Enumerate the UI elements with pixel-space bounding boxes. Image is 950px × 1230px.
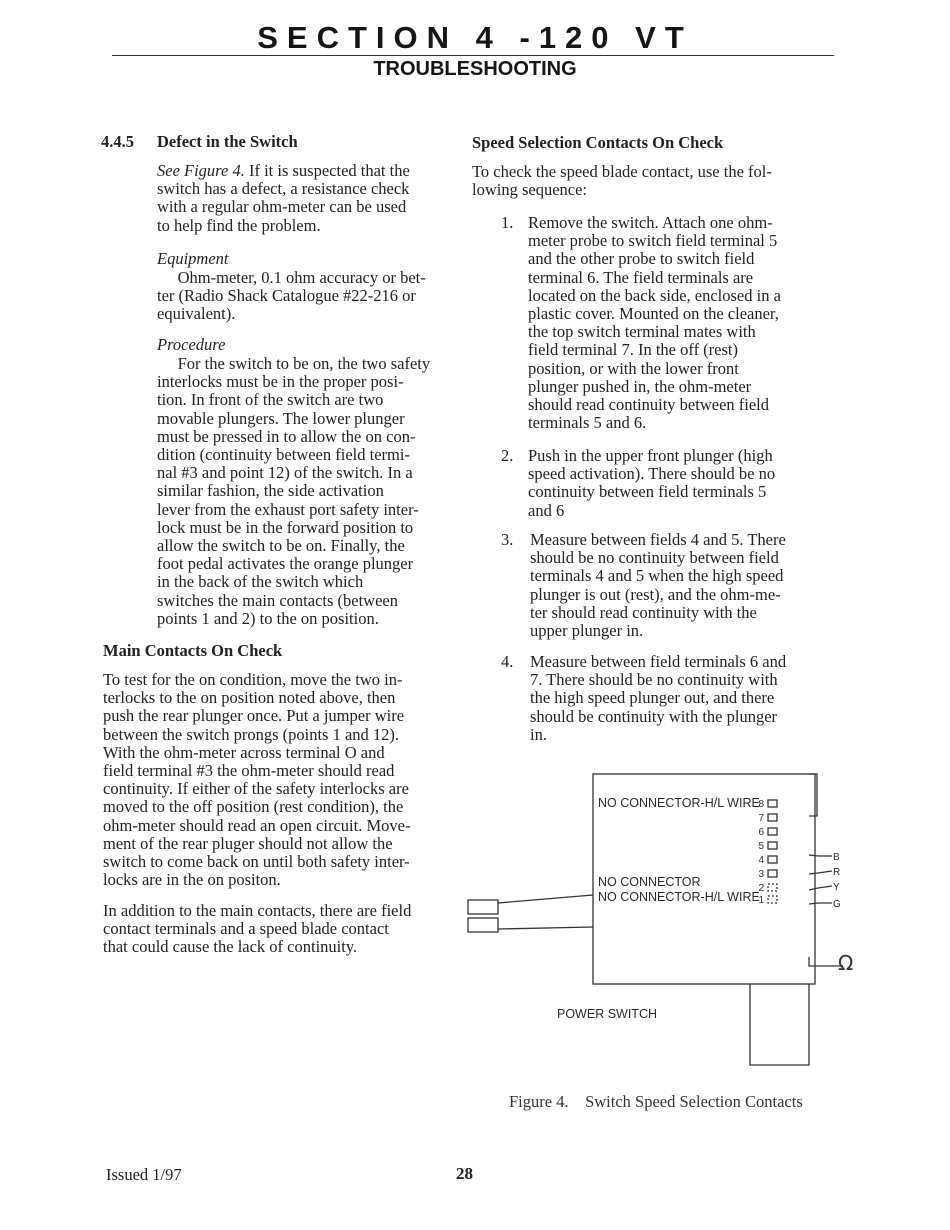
procedure-line: must be pressed in to allow the on con-	[157, 426, 416, 446]
connector-wire	[498, 927, 593, 929]
ground-symbol-icon: Ω	[838, 951, 854, 975]
step-line: position, or with the lower front	[528, 358, 739, 378]
step-text	[528, 447, 775, 520]
step-line: the high speed plunger out, and there	[530, 688, 775, 708]
step-line: speed activation). There should be no	[528, 464, 776, 484]
procedure-line: nal #3 and point 12) of the switch. In a	[157, 463, 413, 483]
terminal-number: 5	[758, 841, 764, 852]
terminal-slot	[768, 870, 777, 877]
wire-color-label-g: G	[833, 899, 841, 910]
step-line: and 6	[528, 500, 565, 520]
terminal-number: 7	[758, 813, 764, 824]
step-number: 3.	[501, 530, 514, 549]
main-line: locks are in the on positon.	[103, 870, 281, 890]
step-line: continuity between field terminals 5	[528, 482, 767, 502]
main-line: continuity. If either of the safety interlocks are	[103, 779, 409, 799]
terminal-slot	[768, 884, 777, 891]
terminal-slot	[768, 814, 777, 821]
step-line: Remove the switch. Attach one ohm-	[528, 213, 773, 232]
procedure-line: For the switch to be on, the two safety	[157, 354, 431, 373]
wire-color-label-r: R	[833, 867, 841, 878]
procedure-line: dition (continuity between field termi-	[157, 445, 410, 465]
intro-line: switch has a defect, a resistance check	[157, 179, 410, 199]
addition-line: that could cause the lack of continuity.	[103, 937, 358, 957]
terminal-number: 4	[758, 855, 764, 866]
connector-wire	[498, 895, 593, 903]
step-number: 4.	[501, 652, 514, 671]
equipment-line: Ohm-meter, 0.1 ohm accuracy or bet-	[157, 268, 426, 287]
step-line: plunger is out (rest), and the ohm-me-	[530, 584, 781, 604]
equipment-line: equivalent).	[157, 304, 236, 324]
speed-intro-paragraph	[472, 163, 772, 199]
step-line: upper plunger in.	[530, 621, 644, 641]
wire-color-label-b: B	[833, 852, 840, 863]
section-title: SECTION 4 -120 VT	[257, 20, 693, 55]
step-text	[528, 214, 781, 432]
wire-lead-b	[809, 855, 832, 856]
step-line: Push in the upper front plunger (high	[528, 446, 773, 465]
intro-line: If it is suspected that the	[244, 161, 410, 180]
main-line: push the rear plunger once. Put a jumper wire	[103, 706, 405, 726]
section-subtitle: TROUBLESHOOTING	[373, 58, 577, 80]
step-line: plastic cover. Mounted on the cleaner,	[528, 304, 779, 324]
step-line: 7. There should be no continuity with	[530, 670, 778, 690]
step-line: ter should read continuity with the	[530, 602, 757, 622]
terminal-slot	[768, 896, 777, 903]
step-line: Measure between field terminals 6 and	[530, 652, 787, 671]
step-line: terminal 6. The field terminals are	[528, 267, 754, 287]
procedure-line: movable plungers. The lower plunger	[157, 408, 405, 428]
label-no-connector-hl-wire-bottom: NO CONNECTOR-H/L WIRE	[598, 890, 760, 904]
procedure-line: similar fashion, the side activation	[157, 481, 384, 501]
intro-line: with a regular ohm-meter can be used	[157, 197, 407, 217]
terminal-number: 6	[758, 827, 764, 838]
step-line: meter probe to switch field terminal 5	[528, 231, 778, 251]
wire-lead-g	[809, 903, 832, 904]
header-rule	[112, 55, 834, 56]
main-line: ment of the rear pluger should not allow the	[103, 833, 393, 853]
step-number: 1.	[501, 213, 514, 232]
step-line: in.	[530, 724, 547, 744]
step-text	[530, 531, 786, 640]
step-line: field terminal 7. In the off (rest)	[528, 340, 738, 360]
step-number: 2.	[501, 446, 514, 465]
main-contacts-paragraph	[103, 671, 410, 889]
wire-lead-r	[809, 871, 832, 874]
figure-caption: Figure 4. Switch Speed Selection Contacts	[509, 1092, 803, 1111]
switch-lower-extension	[750, 984, 809, 1065]
step-line: and the other probe to switch field	[528, 249, 755, 269]
addition-paragraph	[103, 902, 411, 957]
procedure-line: points 1 and 2) to the on position.	[157, 608, 379, 628]
step-line: should be no continuity between field	[530, 548, 779, 568]
procedure-line: lock must be in the forward position to	[157, 517, 414, 537]
procedure-line: tion. In front of the switch are two	[157, 390, 384, 410]
main-line: To test for the on condition, move the two in-	[103, 670, 403, 689]
switch-wiring-diagram	[460, 770, 880, 1070]
terminal-number: 8	[758, 799, 764, 810]
terminal-slot	[768, 828, 777, 835]
step-text	[530, 653, 786, 744]
terminal-number: 3	[758, 869, 764, 880]
procedure-line: foot pedal activates the orange plunger	[157, 554, 414, 574]
main-contacts-heading: Main Contacts On Check	[103, 641, 283, 660]
equipment-line: ter (Radio Shack Catalogue #22-216 or	[157, 286, 416, 306]
wire-lead-y	[809, 886, 832, 890]
terminal-slot	[768, 800, 777, 807]
procedure-line: lever from the exhaust port safety inter-	[157, 499, 419, 519]
wire-color-label-y: Y	[833, 882, 840, 893]
left-connector-lower	[468, 918, 498, 932]
terminal-number: 2	[758, 883, 764, 894]
equipment-heading: Equipment	[157, 249, 229, 268]
speed-intro-line: To check the speed blade contact, use the fol-	[472, 162, 772, 181]
step-line: Measure between fields 4 and 5. There	[530, 530, 786, 549]
equipment-paragraph	[157, 269, 426, 324]
intro-paragraph	[157, 162, 410, 235]
step-line: the top switch terminal mates with	[528, 322, 756, 342]
speed-intro-line: lowing sequence:	[472, 180, 588, 200]
addition-line: In addition to the main contacts, there are field	[103, 901, 412, 920]
intro-line: to help find the problem.	[157, 215, 321, 235]
terminal-cover-bracket	[809, 774, 817, 816]
procedure-line: in the back of the switch which	[157, 572, 364, 592]
terminal-slot	[768, 842, 777, 849]
speed-selection-heading: Speed Selection Contacts On Check	[472, 133, 724, 152]
step-line: terminals 4 and 5 when the high speed	[530, 566, 784, 586]
label-no-connector-hl-wire-top: NO CONNECTOR-H/L WIRE	[598, 796, 760, 810]
procedure-line: switches the main contacts (between	[157, 590, 398, 610]
step-line: should be continuity with the plunger	[530, 706, 778, 726]
procedure-heading: Procedure	[157, 335, 226, 354]
subsection-heading: Defect in the Switch	[157, 132, 298, 151]
left-connector-upper	[468, 900, 498, 914]
procedure-paragraph	[157, 355, 430, 628]
figure-reference: See Figure 4.	[157, 161, 245, 180]
terminal-slot	[768, 856, 777, 863]
label-no-connector: NO CONNECTOR	[598, 875, 701, 889]
step-line: plunger pushed in, the ohm-meter	[528, 376, 752, 396]
page-number: 28	[456, 1164, 473, 1183]
step-line: terminals 5 and 6.	[528, 413, 647, 433]
main-line: terlocks to the on position noted above, then	[103, 688, 396, 708]
addition-line: contact terminals and a speed blade contact	[103, 919, 389, 939]
step-line: located on the back side, enclosed in a	[528, 285, 781, 305]
procedure-line: interlocks must be in the proper posi-	[157, 372, 404, 392]
footer-issued-date: Issued 1/97	[106, 1165, 182, 1184]
step-line: should read continuity between field	[528, 395, 770, 415]
main-line: field terminal #3 the ohm-meter should read	[103, 761, 395, 781]
main-line: moved to the off position (rest condition), the	[103, 797, 404, 817]
procedure-line: allow the switch to be on. Finally, the	[157, 536, 405, 556]
label-power-switch: POWER SWITCH	[557, 1007, 657, 1021]
main-line: switch to come back on until both safety inter-	[103, 852, 410, 872]
terminal-number: 1	[758, 895, 764, 906]
main-line: ohm-meter should read an open circuit. Move-	[103, 815, 411, 835]
main-line: With the ohm-meter across terminal O and	[103, 742, 385, 762]
subsection-number: 4.4.5	[101, 132, 134, 151]
main-line: between the switch prongs (points 1 and 12).	[103, 724, 400, 744]
